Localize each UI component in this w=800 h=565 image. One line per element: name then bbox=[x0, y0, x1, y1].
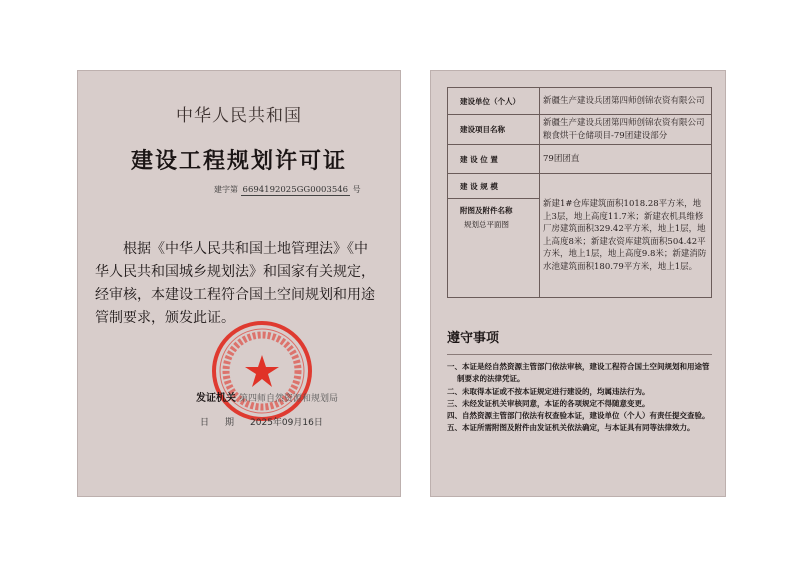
date-value: 2025年09月16日 bbox=[250, 418, 323, 428]
certificate-back-panel bbox=[430, 70, 726, 497]
field-label: 建设项目名称 bbox=[448, 115, 540, 145]
table-row bbox=[448, 145, 712, 174]
date-label: 日期 bbox=[200, 418, 251, 428]
issuer-value: 第四师自然资源和规划局 bbox=[239, 394, 339, 404]
field-label: 建 设 位 置 bbox=[448, 145, 540, 174]
issuer-label: 发证机关 bbox=[196, 393, 236, 404]
field-value: 新建1#仓库建筑面积1018.28平方米，地上3层，地上高度11.7米；新建农机具维修厂房建筑面积329.42平方米，地上1层，地上高度8米；新建农资库建筑面积504.42平方米，地上1层，地上高度9.8米；新建消防水池建筑面积180.79平方米，地上1层。 bbox=[540, 174, 712, 298]
certificate-number-line bbox=[214, 184, 361, 196]
field-label: 建设单位（个人） bbox=[448, 88, 540, 115]
field-value: 79团团直 bbox=[540, 145, 712, 174]
cert-number-prefix: 建字第 bbox=[214, 185, 238, 194]
table-row bbox=[448, 115, 712, 145]
rule-text: 三、未经发证机关审核同意，本证的各项规定不得随意变更。 bbox=[447, 398, 650, 408]
project-info-table bbox=[447, 87, 712, 298]
statement-line: 经审核，本建设工程符合国土空间规划和用途 bbox=[95, 287, 375, 303]
table-row bbox=[448, 88, 712, 115]
list-item bbox=[447, 410, 715, 422]
statement-line: 管制要求，颁发此证。 bbox=[95, 310, 235, 326]
certificate-front-panel bbox=[77, 70, 401, 497]
field-label: 附图及附件名称 bbox=[460, 206, 513, 215]
attachment-label-cell bbox=[448, 199, 540, 298]
certificate-title: 建设工程规划许可证 bbox=[130, 149, 347, 174]
rules-list bbox=[447, 361, 715, 435]
field-value: 新疆生产建设兵团第四师创锦农资有限公司 bbox=[540, 88, 712, 115]
rule-text: 五、本证所需附图及附件由发证机关依法确定，与本证具有同等法律效力。 bbox=[447, 423, 695, 433]
list-item bbox=[447, 386, 715, 398]
cert-number: 6694192025GG0003546 bbox=[242, 185, 349, 195]
rule-text: 二、未取得本证或不按本证规定进行建设的，均属违法行为。 bbox=[447, 386, 650, 396]
cert-number-suffix: 号 bbox=[352, 185, 361, 194]
table-row bbox=[448, 174, 712, 199]
notice-title: 遵守事项 bbox=[447, 331, 500, 346]
field-value: 新疆生产建设兵团第四师创锦农资有限公司粮食烘干仓储项目-79团建设部分 bbox=[540, 115, 712, 145]
country-name: 中华人民共和国 bbox=[176, 106, 302, 126]
list-item bbox=[447, 361, 715, 386]
list-item bbox=[447, 398, 715, 410]
official-seal-icon bbox=[210, 319, 314, 423]
field-label: 建 设 规 模 bbox=[448, 174, 540, 199]
issuing-authority bbox=[196, 389, 338, 404]
statement-line: 根据《中华人民共和国土地管理法》《中 bbox=[123, 241, 368, 257]
certificate-statement bbox=[95, 238, 385, 330]
statement-line: 华人民共和国城乡规划法》和国家有关规定， bbox=[95, 264, 375, 280]
divider bbox=[447, 354, 712, 355]
attachment-name: 规划总平面图 bbox=[464, 220, 509, 229]
rule-text: 四、自然资源主管部门依法有权查验本证，建设单位（个人）有责任提交查验。 bbox=[447, 411, 710, 421]
list-item bbox=[447, 422, 715, 434]
rule-text: 一、本证是经自然资源主管部门依法审核，建设工程符合国土空间规划和用途管制要求的法律凭证。 bbox=[447, 362, 710, 384]
issue-date bbox=[200, 415, 323, 428]
